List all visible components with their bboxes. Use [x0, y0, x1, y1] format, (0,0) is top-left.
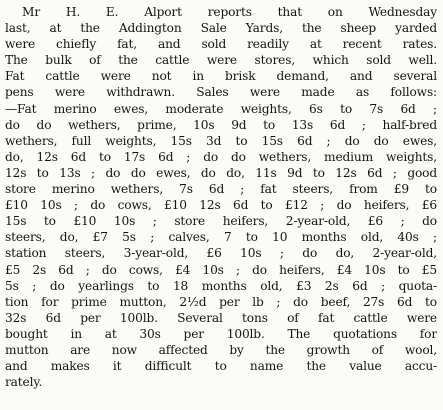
- article-line: 15s to £10 10s ; store heifers, 2-year-old, £6 ; do: [5, 214, 437, 229]
- article-line: 12s to 13s ; do do ewes, do do, 11s 9d to 12s 6d ; good: [5, 165, 437, 180]
- market-report-article: [5, 4, 437, 390]
- article-line: station steers, 3-year-old, £6 10s ; do do, 2-year-old,: [5, 246, 437, 261]
- article-line: rately.: [5, 375, 43, 390]
- article-line: wethers, full weights, 15s 3d to 15s 6d ; do do ewes,: [5, 133, 437, 148]
- article-line: £10 10s ; do cows, £10 12s 6d to £12 ; do heifers, £6: [5, 198, 437, 213]
- article-line: tion for prime mutton, 2½d per lb ; do beef, 27s 6d to: [5, 294, 437, 309]
- article-line: mutton are now affected by the growth of wool,: [5, 342, 437, 357]
- article-line: last, at the Addington Sale Yards, the sheep yarded: [5, 21, 437, 36]
- article-line: do do wethers, prime, 10s 9d to 13s 6d ; half-bred: [5, 117, 437, 132]
- article-line: 5s ; do yearlings to 18 months old, £3 2s 6d ; quota-: [5, 278, 437, 293]
- article-line: store merino wethers, 7s 6d ; fat steers, from £9 to: [5, 182, 437, 197]
- article-line: and makes it difficult to name the value accu-: [5, 359, 437, 374]
- article-line: £5 2s 6d ; do cows, £4 10s ; do heifers, £4 10s to £5: [5, 262, 437, 277]
- article-line: bought in at 30s per 100lb. The quotations for: [5, 326, 437, 341]
- article-line: steers, do, £7 5s ; calves, 7 to 10 months old, 40s ;: [5, 230, 437, 245]
- article-line: Mr H. E. Alport reports that on Wednesday: [22, 5, 437, 19]
- article-line: do, 12s 6d to 17s 6d ; do do wethers, medium weights,: [5, 149, 437, 164]
- article-line: Fat cattle were not in brisk demand, and several: [5, 69, 437, 84]
- article-line: The bulk of the cattle were stores, which sold well.: [5, 53, 437, 68]
- article-line: were chiefly fat, and sold readily at recent rates.: [5, 37, 437, 52]
- article-line: —Fat merino ewes, moderate weights, 6s to 7s 6d ;: [5, 101, 437, 116]
- article-line: 32s 6d per 100lb. Several tons of fat cattle were: [5, 310, 437, 325]
- article-line: pens were withdrawn. Sales were made as follows:: [5, 85, 437, 100]
